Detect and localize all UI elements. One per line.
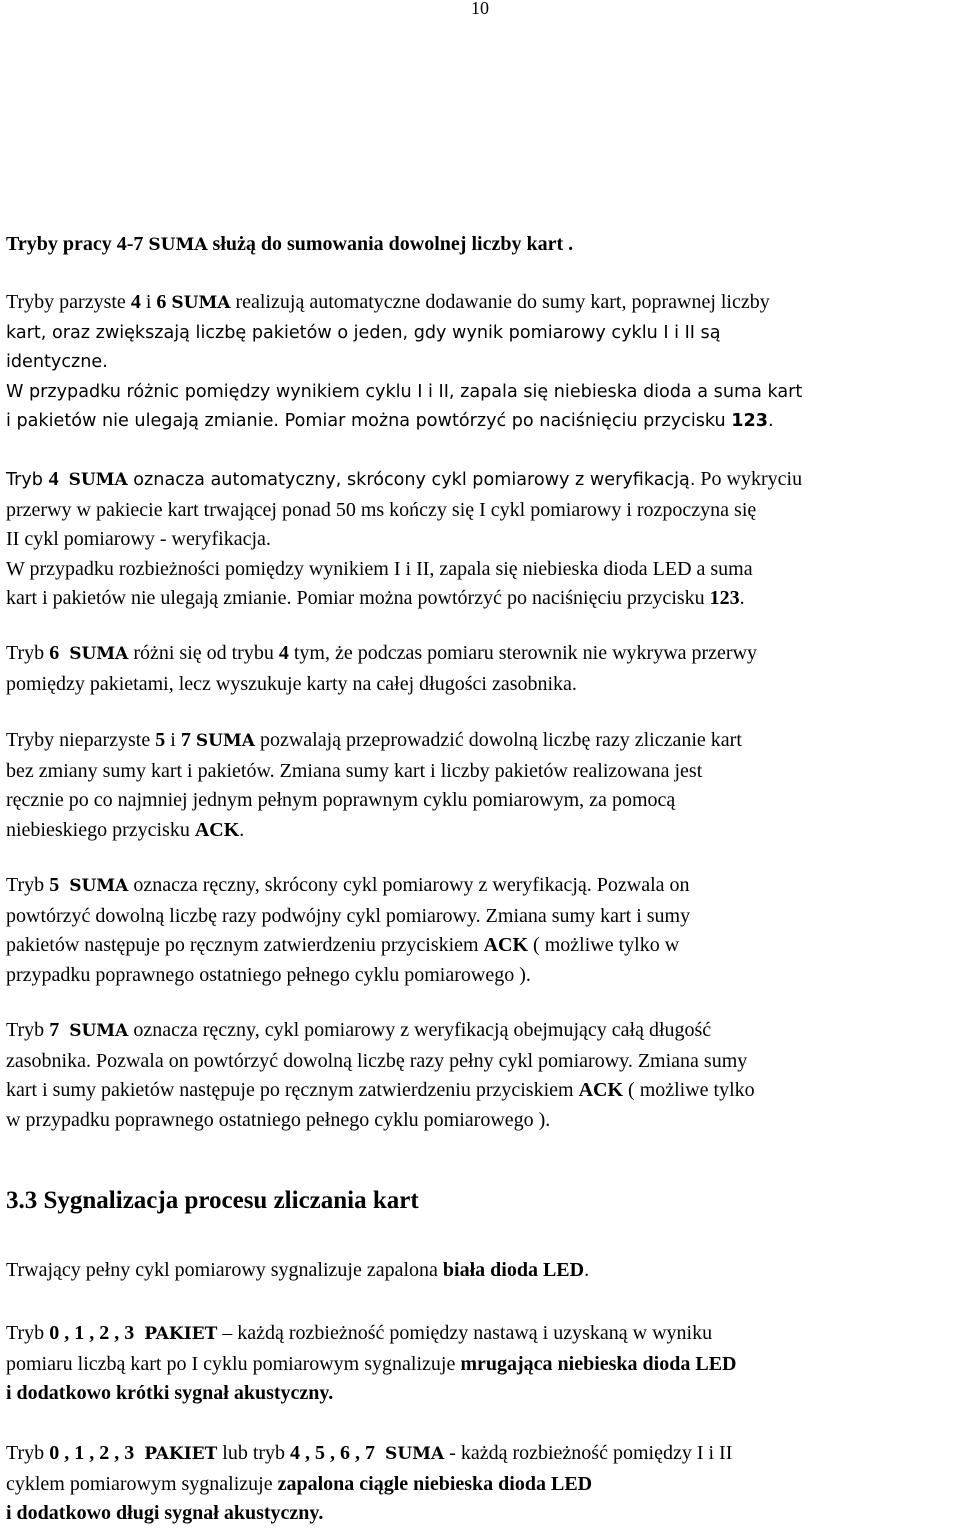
text-line: i dodatkowo długi sygnał akustyczny. [6,1502,324,1524]
text-line: kart i sumy pakietów następuje po ręcznym zatwierdzeniu przyciskiem ACK ( możliwe tylko [6,1079,755,1101]
text-line: pakietów następuje po ręcznym zatwierdzeniu przyciskiem ACK ( możliwe tylko w [6,934,680,956]
text-line: Tryb 0 , 1 , 2 , 3 PAKIET – każdą rozbieżność pomiędzy nastawą i uzyskaną w wyniku [6,1322,713,1344]
mode-label: SUMA [148,235,208,255]
text-line: przypadku poprawnego ostatniego pełnego cyklu pomiarowego ). [6,963,531,986]
button-label-123: 123 [709,587,740,609]
paragraph-odd-modes [6,726,956,845]
intro-text-pre: Tryby pracy 4-7 [6,233,144,255]
paragraph-sum-signal [6,1439,956,1529]
text-line: Tryby nieparzyste 5 i 7 SUMA pozwalają przeprowadzić dowolną liczbę razy zliczanie kart [6,729,742,751]
button-label-123: 123 [731,411,769,431]
text-line: Tryb 5 SUMA oznacza ręczny, skrócony cykl pomiarowy z weryfikacją. Pozwala on [6,874,690,896]
text-line: identyczne. [6,352,108,372]
text-line: Tryb 6 SUMA różni się od trybu 4 tym, że podczas pomiaru sterownik nie wykrywa przerwy [6,642,758,664]
text-line: Tryb 0 , 1 , 2 , 3 PAKIET lub tryb 4 , 5 , 6 , 7 SUMA - każdą rozbieżność pomiędzy I i II [6,1442,733,1464]
text-line: ręcznie po co najmniej jednym pełnym poprawnym cyklu pomiarowym, za pomocą [6,789,676,811]
button-label-ack: ACK [483,934,529,956]
text-line: Tryby parzyste 4 i 6 SUMA realizują automatyczne dodawanie do sumy kart, poprawnej liczby [6,291,770,313]
paragraph-packet-signal [6,1319,956,1409]
page-number: 10 [471,0,489,18]
text-line: W przypadku rozbieżności pomiędzy wynikiem I i II, zapala się niebieska dioda LED a suma [6,557,753,580]
button-label-ack: ACK [194,818,240,841]
paragraph-mode-4 [6,465,956,614]
text-line: pomiędzy pakietami, lecz wyszukuje karty na całej długości zasobnika. [6,672,577,695]
paragraph-intro [6,230,956,261]
section-heading: 3.3 Sygnalizacja procesu zliczania kart [6,1187,419,1214]
text-line: Tryb 7 SUMA oznacza ręczny, cykl pomiarowy z weryfikacją obejmujący całą długość [6,1019,712,1041]
text-line: przerwy w pakiecie kart trwającej ponad 50 ms kończy się I cykl pomiarowy i rozpoczyna się [6,498,757,521]
text-line: powtórzyć dowolną liczbę razy podwójny cykl pomiarowy. Zmiana sumy kart i sumy [6,904,691,927]
paragraph-even-modes [6,288,956,437]
text-line: cyklem pomiarowym sygnalizuje zapalona ciągle niebieska dioda LED [6,1472,593,1495]
text-line: kart, oraz zwiększają liczbę pakietów o jeden, gdy wynik pomiarowy cyklu I i II są [6,322,721,343]
text-line: II cykl pomiarowy - weryfikacja. [6,528,271,550]
text-line: pomiaru liczbą kart po I cyklu pomiarowym sygnalizuje mrugająca niebieska dioda LED [6,1352,737,1375]
intro-text-post: służą do sumowania dowolnej liczby kart . [212,233,574,255]
text-line: niebieskiego przycisku ACK. [6,818,245,841]
paragraph-mode-6 [6,639,956,699]
paragraph-white-led [6,1256,956,1286]
text-line: Tryb 4 SUMA oznacza automatyczny, skrócony cykl pomiarowy z weryfikacją. Po wykryciu [6,468,803,490]
text-line: bez zmiany sumy kart i pakietów. Zmiana sumy kart i liczby pakietów realizowana jest [6,759,703,782]
text-line: i pakietów nie ulegają zmianie. Pomiar można powtórzyć po naciśnięciu przycisku 123. [6,411,774,431]
text-line: i dodatkowo krótki sygnał akustyczny. [6,1382,334,1404]
text-line: kart i pakietów nie ulegają zmianie. Pomiar można powtórzyć po naciśnięciu przycisku 123. [6,587,745,609]
button-label-ack: ACK [578,1079,624,1101]
paragraph-mode-5 [6,871,956,990]
text-line: zasobnika. Pozwala on powtórzyć dowolną liczbę razy pełny cykl pomiarowy. Zmiana sumy [6,1049,748,1072]
paragraph-mode-7 [6,1016,956,1135]
text-line: W przypadku różnic pomiędzy wynikiem cyklu I i II, zapala się niebieska dioda a suma kart [6,381,803,402]
text-line: Trwający pełny cykl pomiarowy sygnalizuje zapalona biała dioda LED. [6,1259,590,1281]
text-line: w przypadku poprawnego ostatniego pełnego cyklu pomiarowego ). [6,1108,551,1131]
